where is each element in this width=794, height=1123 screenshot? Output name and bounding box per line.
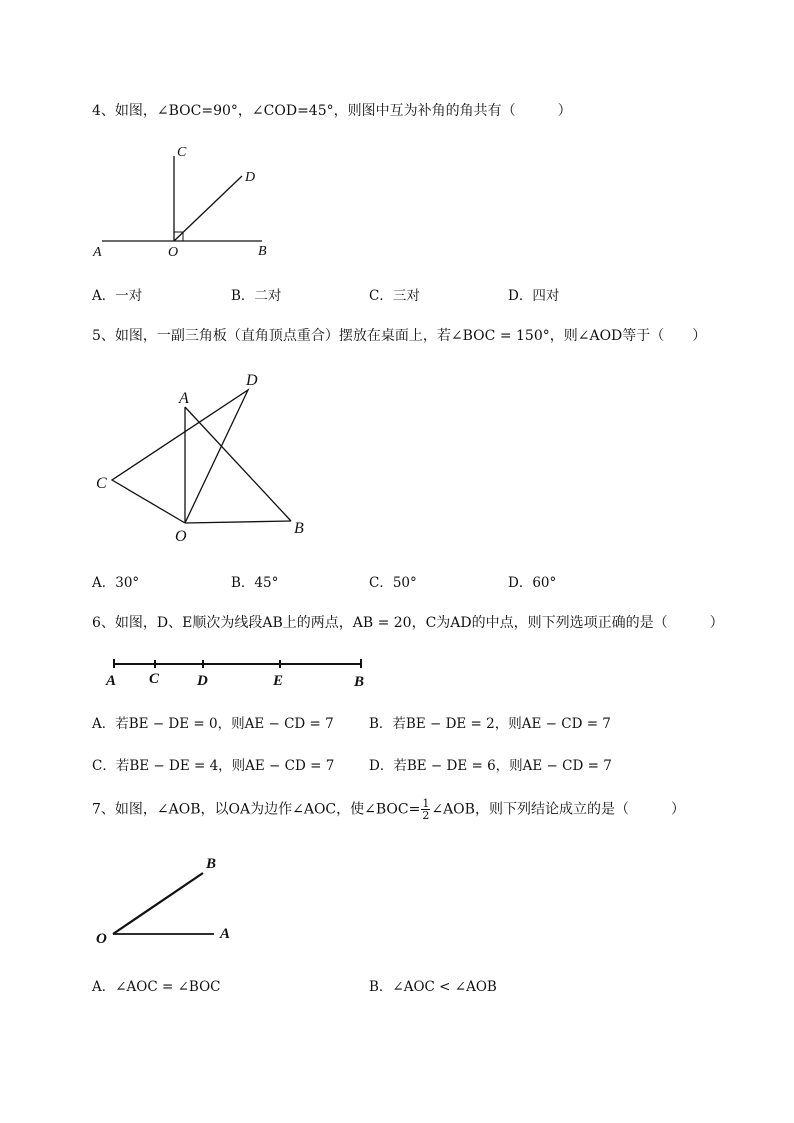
q5-label-c: C [96, 475, 107, 492]
q7-text-after: ∠AOB，则下列结论成立的是（ ） [431, 801, 685, 818]
q7-frac-numerator: 1 [422, 797, 430, 810]
q4-label-o: O [168, 245, 179, 260]
q5-label-a: A [179, 390, 189, 407]
q5-label-b: B [294, 520, 304, 537]
q6-label-e: E [273, 673, 284, 689]
q6-label-b: B [354, 674, 365, 690]
q7-label-o: O [96, 931, 107, 947]
q5-option-c: C．50° [369, 575, 417, 591]
q6-option-d: D．若BE − DE = 6，则AE − CD = 7 [369, 758, 612, 774]
q7-frac-denominator: 2 [422, 809, 430, 822]
q4-option-a: A．一对 [92, 288, 143, 304]
q4-label-b: B [258, 244, 267, 259]
q5-label-o: O [175, 528, 187, 545]
question-6-text: 6、如图，D、E顺次为线段AB上的两点，AB = 20，C为AD的中点，则下列选项正确的是（ ） [92, 615, 724, 631]
q6-option-a: A．若BE − DE = 0，则AE − CD = 7 [92, 716, 334, 732]
q7-label-b: B [206, 856, 217, 872]
q4-option-c: C．三对 [369, 288, 420, 304]
q4-label-d: D [245, 170, 256, 185]
q4-option-b: B．二对 [231, 288, 282, 304]
q6-label-d: D [197, 673, 208, 689]
q4-option-d: D．四对 [508, 288, 560, 304]
question-4-text: 4、如图，∠BOC=90°，∠COD=45°，则图中互为补角的角共有（ ） [92, 103, 572, 119]
q5-label-d: D [246, 372, 258, 389]
q4-label-c: C [177, 145, 187, 160]
q6-label-a: A [106, 673, 117, 689]
q5-option-b: B．45° [231, 575, 279, 591]
q6-option-b: B．若BE − DE = 2，则AE − CD = 7 [369, 716, 611, 732]
q5-option-d: D．60° [508, 575, 557, 591]
q7-option-b: B．∠AOC < ∠AOB [369, 979, 497, 995]
q6-option-c: C．若BE − DE = 4，则AE − CD = 7 [92, 758, 335, 774]
q7-text-before: 7、如图，∠AOB，以OA为边作∠AOC，使∠BOC= [92, 801, 421, 818]
q5-option-a: A．30° [92, 575, 140, 591]
q6-label-c: C [149, 671, 160, 687]
q7-option-a: A．∠AOC = ∠BOC [92, 979, 221, 995]
q7-label-a: A [220, 926, 231, 942]
question-5-text: 5、如图，一副三角板（直角顶点重合）摆放在桌面上，若∠BOC = 150°，则∠AOD等于（ ） [92, 328, 707, 344]
q4-label-a: A [93, 245, 102, 260]
